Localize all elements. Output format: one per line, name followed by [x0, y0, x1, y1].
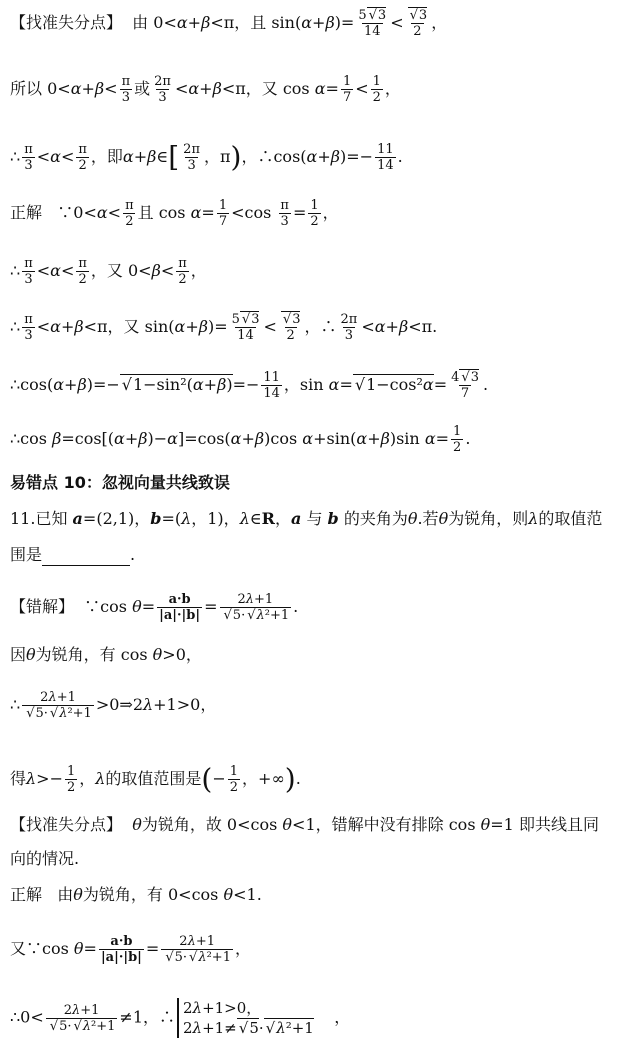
text-line: 【找准失分点】 θ为锐角，故 0<cos θ<1，错解中没有排除 cos θ=1 即共线且同	[10, 815, 599, 834]
text-line: ∴ $\frac{\pi}{3}$ <α< $\frac{\pi}{2}$ ，又 0<β< $\frac{\pi}{2}$ ，	[10, 256, 207, 287]
text-line: ∴ 2λ+1 √ 5·√ λ²+1 >0⇒2λ+1>0，	[10, 690, 216, 721]
text-line: ∴cos β=cos[(α+β)−α]=cos(α+β)cos α+sin(α+β)sin α= $\frac{1}{2}$ .	[10, 424, 471, 455]
text-line: 【错解】 ∵cos θ= $\frac{a\cdot b}{|a|\cdot|b|}$ = 2λ+1 √ 5·√ λ²+1 .	[10, 592, 298, 623]
answer-blank	[42, 549, 130, 566]
text-line: 因θ为锐角，有 cos θ>0，	[10, 645, 202, 664]
section-heading: 易错点 10：忽视向量共线致误	[10, 473, 230, 492]
text-line: 得λ>− $\frac{1}{2}$ ，λ的取值范围是(− $\frac{1}{2}$ ，+∞).	[10, 762, 301, 796]
text-line: ∴ $\frac{\pi}{3}$ <α+β<π，又 sin(α+β)= $\frac{5√ 3}{14}$ < √ $\frac{3}{2}$ ，∴ $\frac{2\pi}{3}$ <α+β<π.	[10, 312, 437, 343]
text-line: 正解 ∵0<α< $\frac{\pi}{2}$ 且 cos α= $\frac{1}{7}$ <cos $\frac{\pi}{3}$ = $\frac{1}{2}$ ，	[10, 198, 339, 229]
text-line: 又∵cos θ= $\frac{a\cdot b}{|a|\cdot|b|}$ = 2λ+1 √ 5·√ λ²+1 ，	[10, 934, 251, 965]
text-line: ∴cos(α+β)=−√ 1−sin²(α+β)=− $\frac{11}{14}$ ，sin α=√ 1−cos²α= $\frac{4√ 3}{7}$ .	[10, 370, 488, 401]
text-line: 所以 0<α+β< $\frac{\pi}{3}$ 或 $\frac{2\pi}{3}$ <α+β<π，又 cos α= $\frac{1}{7}$ < $\frac{1}{2}$ ，	[10, 74, 401, 105]
question-line: 围是 .	[10, 545, 136, 564]
text-line: ∴ $\frac{\pi}{3}$ <α< $\frac{\pi}{2}$ ，即α+β∈[ $\frac{2\pi}{3}$ ，π)，∴cos(α+β)=− $\frac{11}{14}$ .	[10, 140, 403, 174]
text-line: ∴0< 2λ+1 √ 5·√ λ²+1 ≠1，∴ 2λ+1>0， 2λ+1≠√ 5·√ λ²+1 ，	[10, 998, 350, 1038]
text-line: 向的情况.	[10, 849, 80, 868]
text-line: 正解 由θ为锐角，有 0<cos θ<1.	[10, 885, 262, 904]
question-line: 11.已知 a=(2,1)，b=(λ，1)，λ∈R，a 与 b 的夹角为θ.若θ为锐角，则λ的取值范	[10, 509, 603, 528]
text-line: 【找准失分点】 由 0<α+β<π，且 sin(α+β)= $\frac{5√ 3}{14}$ < √ $\frac{3}{2}$ ，	[10, 8, 447, 39]
